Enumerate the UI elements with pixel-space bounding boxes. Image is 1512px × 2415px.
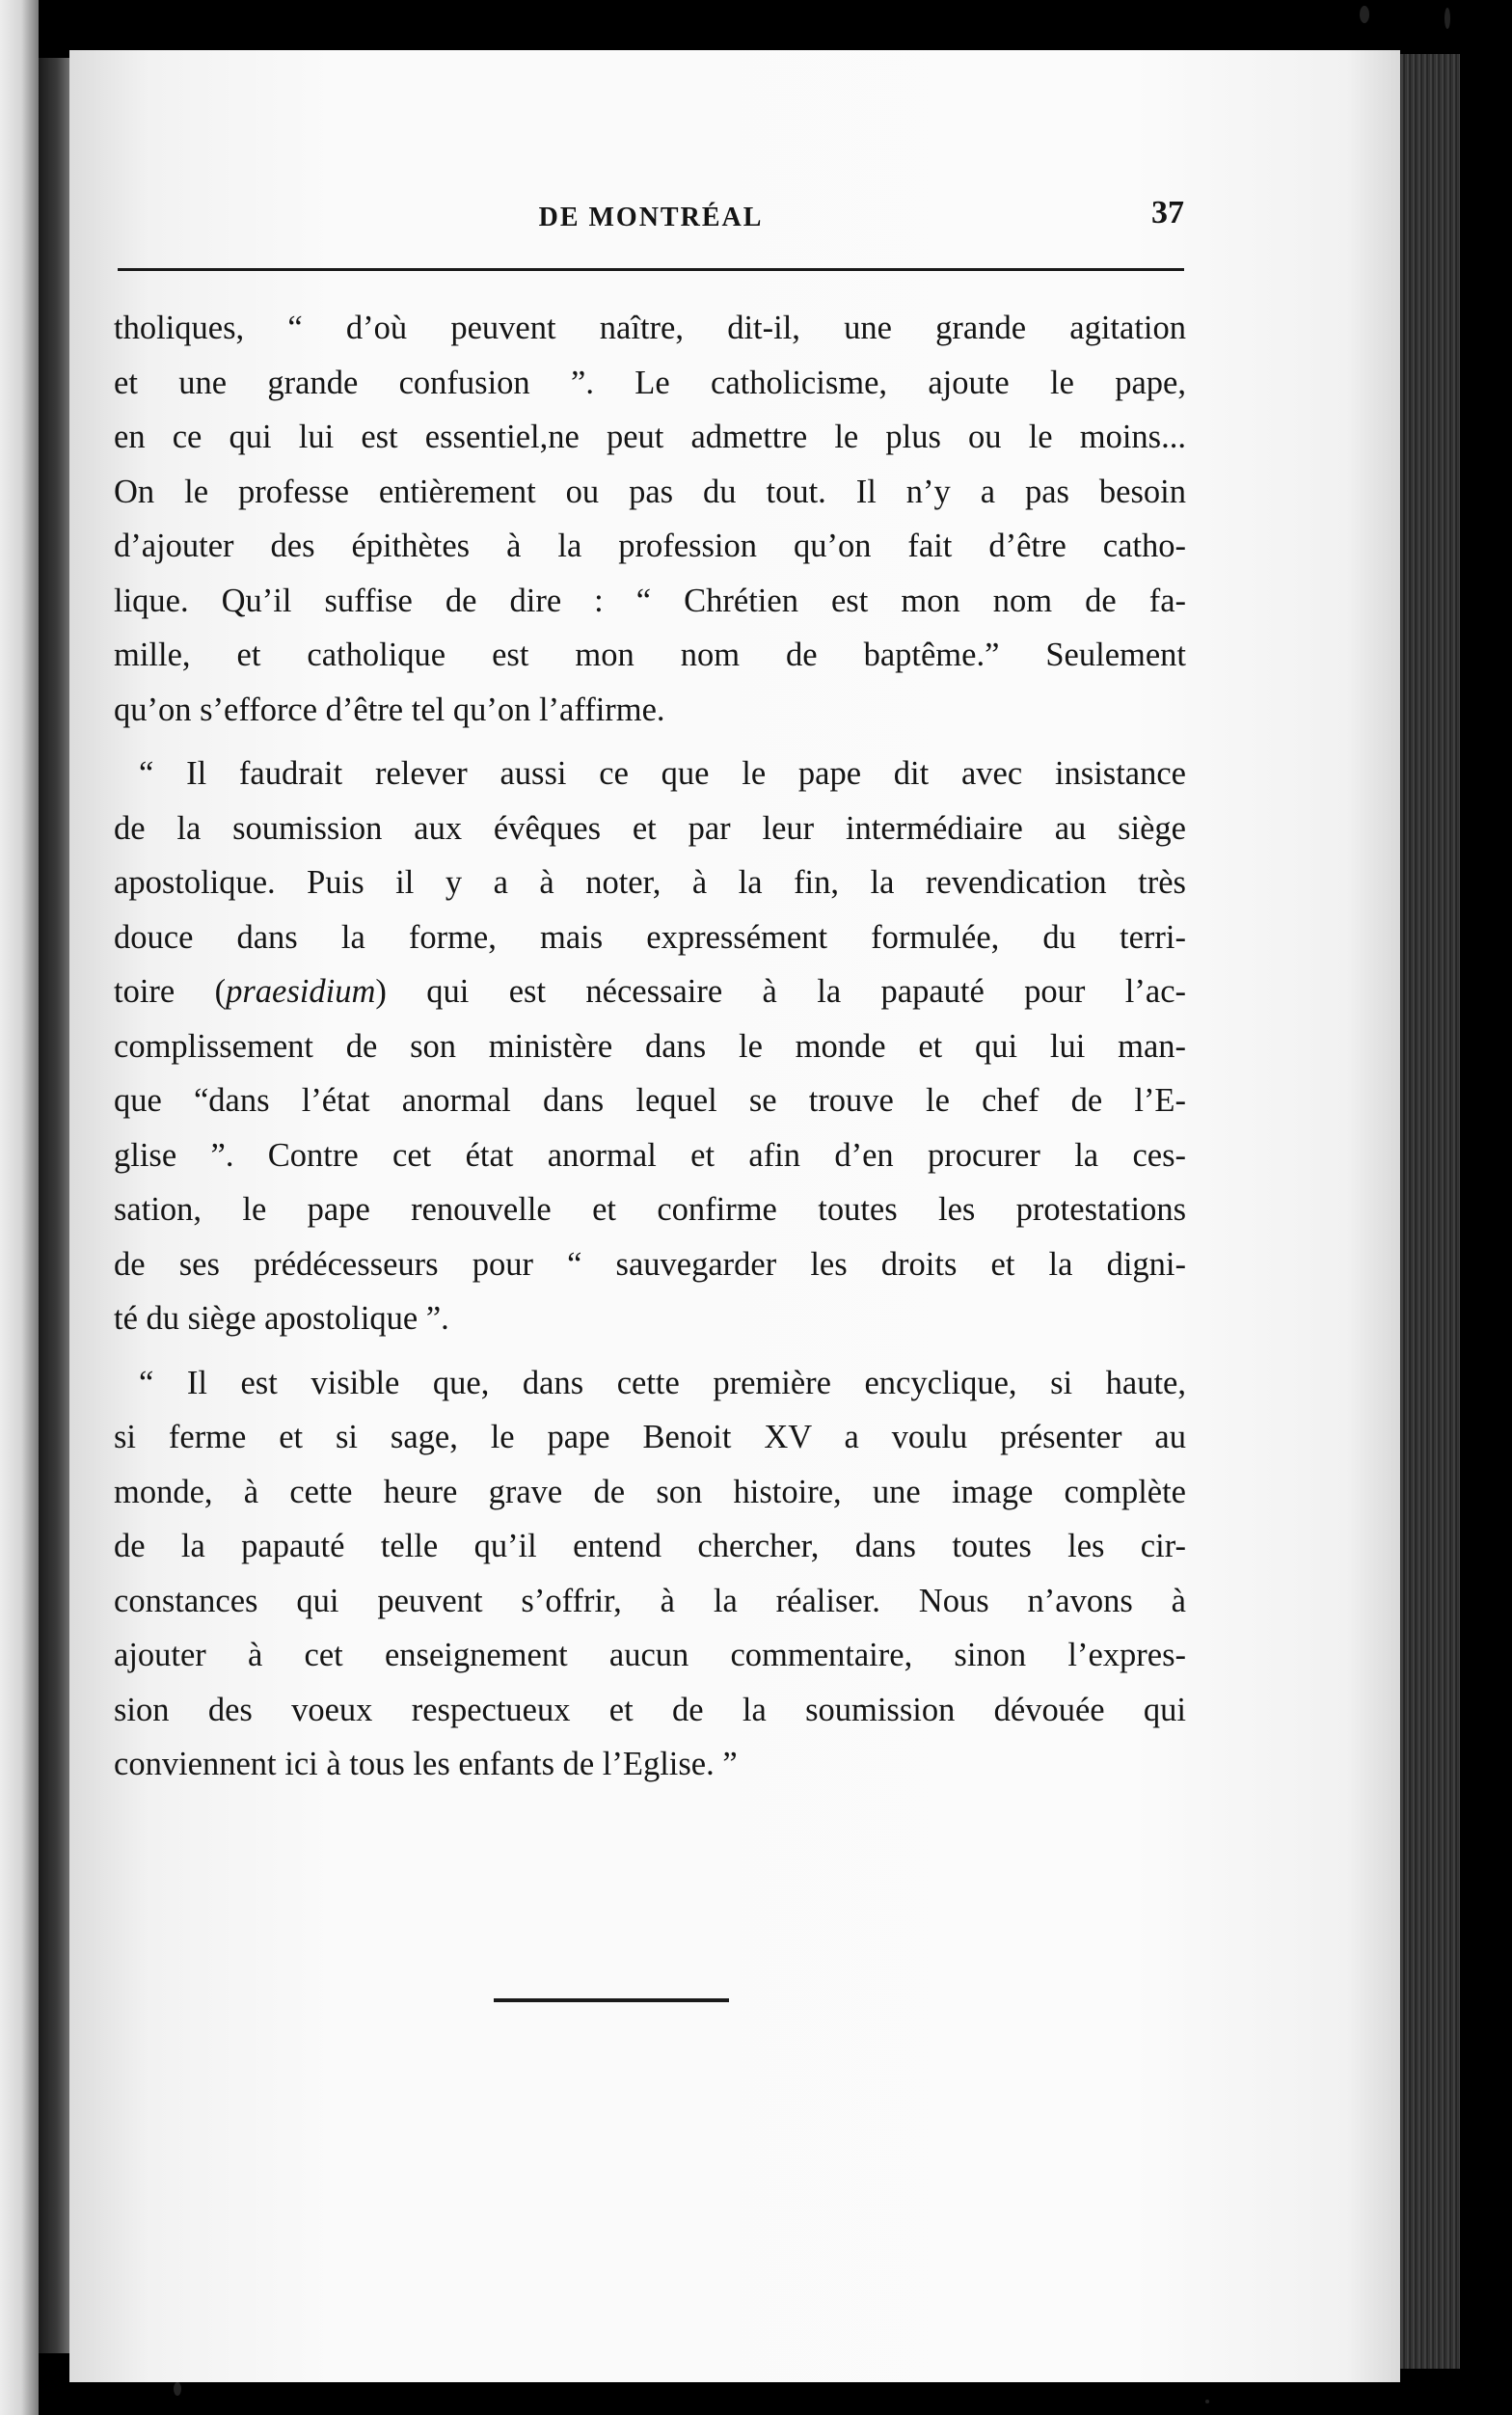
text-line: sion des voeux respectueux et de la soumission dévouée qui [114,1691,1186,1728]
text-line: glise ”. Contre cet état anormal et afin d’en procurer la ces- [114,1136,1186,1174]
previous-page-edge [0,0,39,2415]
text-line: monde, à cette heure grave de son histoire, une image complète [114,1473,1186,1510]
running-head-title: DE MONTRÉAL [538,203,764,232]
text-line: et une grande confusion ”. Le catholicisme, ajoute le pape, [114,364,1186,401]
text-line: douce dans la forme, mais expressément formulée, du terri- [114,918,1186,956]
page-number: 37 [1151,195,1184,231]
text-line: si ferme et si sage, le pape Benoit XV a voulu présenter au [114,1419,1186,1455]
dust-speck [1444,8,1450,29]
dust-speck [1360,6,1369,23]
text-line: té du siège apostolique ”. [114,1300,449,1337]
text-line: de la papauté telle qu’il entend chercher, dans toutes les cir- [114,1528,1186,1564]
text-line: constances qui peuvent s’offrir, à la réaliser. Nous n’avons à [114,1582,1186,1619]
text-line: de la soumission aux évêques et par leur intermédiaire au siège [114,809,1186,847]
text-line: que “dans l’état anormal dans lequel se trouve le chef de l’E- [114,1082,1186,1119]
paragraph-3 [114,1356,1186,1792]
page-block-edges [1400,54,1460,2369]
paragraph-1 [114,301,1186,737]
text-line: “ Il faudrait relever aussi ce que le pape dit avec insistance [139,755,1186,792]
text-line: en ce qui lui est essentiel,ne peut admettre le plus ou le moins... [114,419,1186,455]
text-line: tholiques, “ d’où peuvent naître, dit-il, une grande agitation [114,310,1186,346]
running-head [118,193,1184,241]
text-line: conviennent ici à tous les enfants de l’Eglise. ” [114,1746,738,1782]
dust-speck [174,2382,181,2396]
text-line: apostolique. Puis il y a à noter, à la fin, la revendication très [114,864,1186,901]
book-gutter [39,58,69,2353]
text-line: d’ajouter des épithètes à la profession qu’on fait d’être catho- [114,528,1186,564]
text-line: complissement de son ministère dans le monde et qui lui man- [114,1027,1186,1065]
body-text [114,301,1186,1792]
text-line: mille, et catholique est mon nom de baptême.” Seulement [114,637,1186,673]
end-rule [494,1998,729,2002]
text-line: qu’on s’efforce d’être tel qu’on l’affirme. [114,691,665,728]
text-line: toire (praesidium) qui est nécessaire à la papauté pour l’ac- [114,973,1186,1010]
text-line: On le professe entièrement ou pas du tout. Il n’y a pas besoin [114,473,1186,510]
text-line: de ses prédécesseurs pour “ sauvegarder les droits et la digni- [114,1245,1186,1283]
header-rule [118,268,1184,271]
paragraph-2 [114,746,1186,1346]
text-line: “ Il est visible que, dans cette première encyclique, si haute, [139,1364,1186,1401]
dust-speck [1205,2400,1209,2403]
text-line: ajouter à cet enseignement aucun commentaire, sinon l’expres- [114,1637,1186,1673]
text-line: lique. Qu’il suffise de dire : “ Chrétien est mon nom de fa- [114,582,1186,619]
text-line: sation, le pape renouvelle et confirme toutes les protestations [114,1191,1186,1228]
